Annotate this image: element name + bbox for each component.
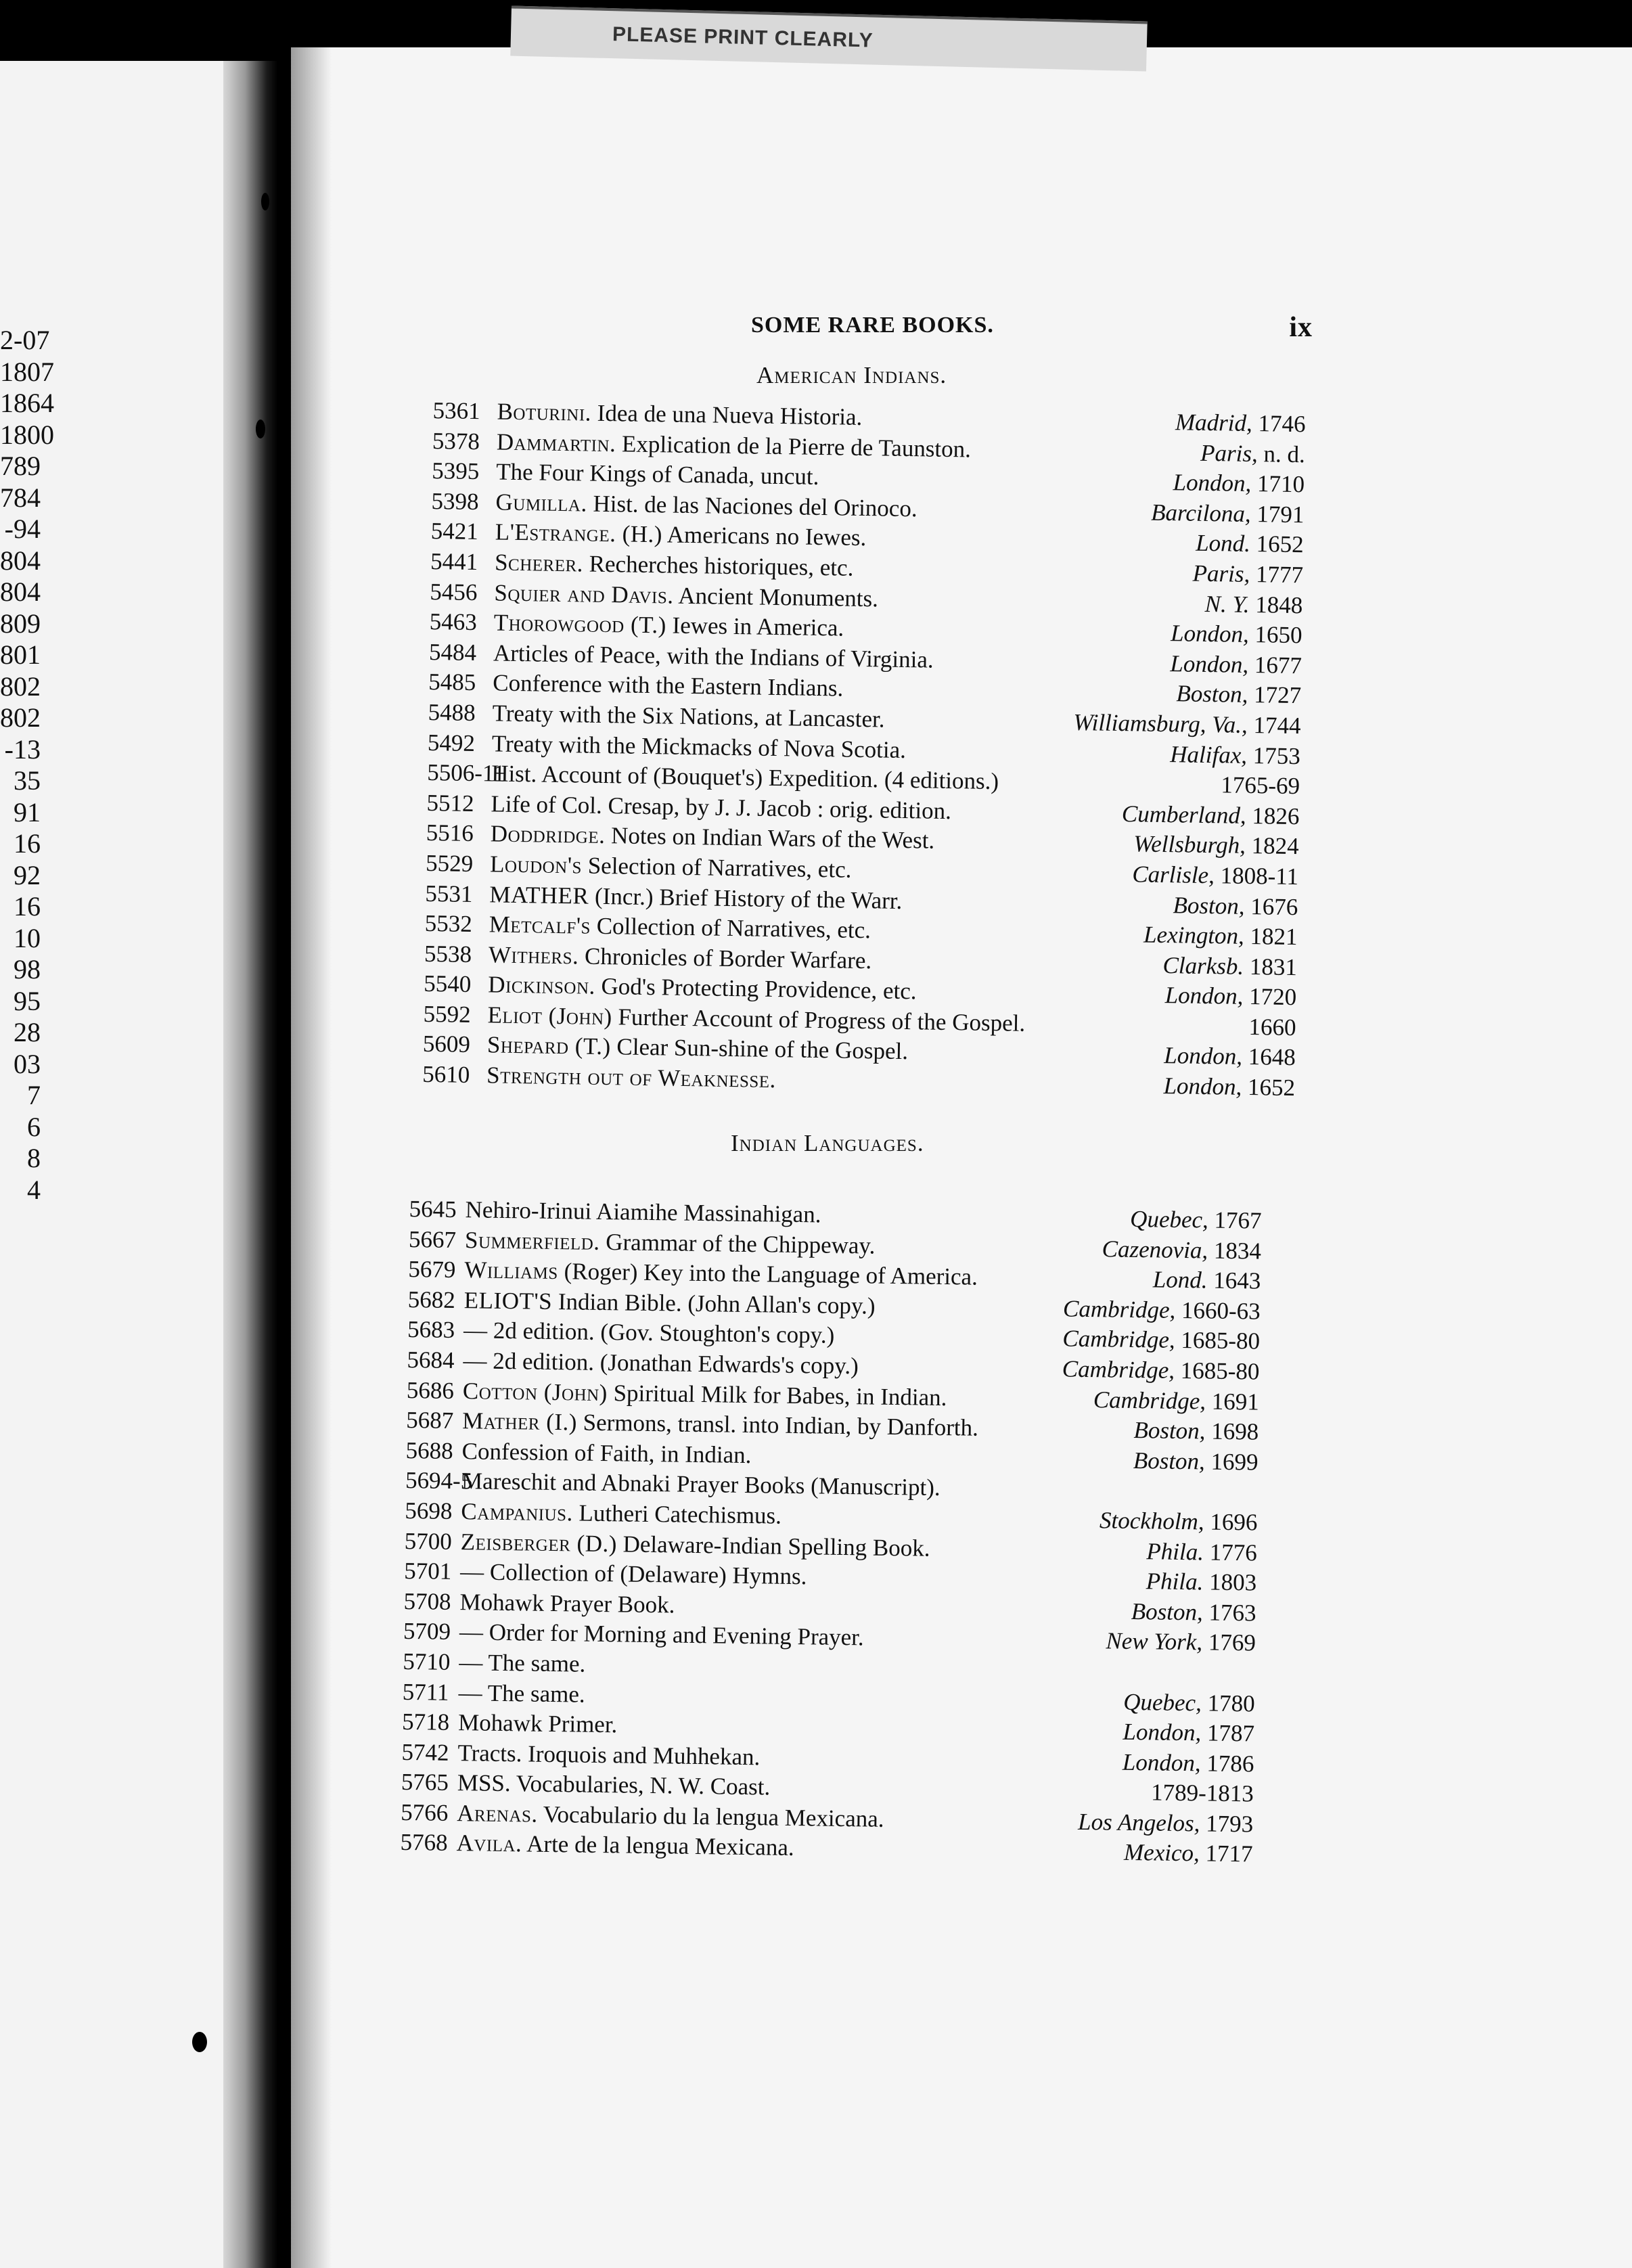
entry-author: Dammartin. bbox=[496, 428, 616, 457]
margin-fragment: 1800 bbox=[0, 419, 54, 450]
imprint-year: 1677 bbox=[1254, 651, 1302, 679]
entry-title bbox=[486, 1060, 776, 1095]
lot-number: 5682 bbox=[407, 1286, 456, 1313]
entry-imprint bbox=[1146, 1566, 1256, 1598]
entry-description: Recherches historiques, etc. bbox=[589, 550, 854, 581]
entry-imprint bbox=[1062, 1324, 1260, 1357]
entry-author: Withers. bbox=[488, 941, 579, 970]
entry-author: Strength out of Weaknesse. bbox=[486, 1062, 777, 1093]
entry-description: Vocabulario du la lengua Mexicana. bbox=[543, 1800, 884, 1832]
entry-imprint bbox=[1073, 708, 1301, 742]
imprint-place: London, bbox=[1170, 620, 1250, 648]
imprint-place: Cazenovia, bbox=[1102, 1235, 1208, 1264]
imprint-place: N. Y. bbox=[1204, 590, 1250, 618]
entry-imprint bbox=[1062, 1354, 1260, 1387]
entry-description: Ancient Monuments. bbox=[678, 582, 879, 612]
margin-fragment: 6 bbox=[27, 1111, 41, 1142]
entry-title bbox=[461, 1436, 751, 1471]
imprint-year: 1698 bbox=[1210, 1418, 1259, 1445]
lot-number: 5701 bbox=[403, 1558, 452, 1585]
imprint-place: London, bbox=[1122, 1748, 1201, 1777]
entry-imprint bbox=[1133, 830, 1299, 862]
entry-title bbox=[456, 1829, 794, 1864]
entry-author: Boturini. bbox=[497, 398, 592, 426]
imprint-year: 1765-69 bbox=[1221, 771, 1300, 800]
lot-number: 5687 bbox=[406, 1407, 454, 1434]
lot-number: 5512 bbox=[426, 789, 474, 817]
entry-imprint bbox=[1124, 1838, 1253, 1869]
imprint-place: Lond. bbox=[1195, 530, 1251, 558]
entry-imprint bbox=[1123, 1687, 1255, 1719]
lot-number: 5698 bbox=[405, 1497, 453, 1524]
entry-author: Campanius. bbox=[461, 1498, 574, 1526]
entry-description: Conference with the Eastern Indians. bbox=[493, 669, 844, 702]
entry-imprint bbox=[1164, 1041, 1296, 1074]
margin-fragment: 98 bbox=[14, 954, 41, 984]
lot-number: 5609 bbox=[422, 1030, 471, 1058]
entry-description: Further Account of Progress of the Gospel. bbox=[618, 1003, 1026, 1037]
entry-author: Thorowgood (T.) bbox=[493, 609, 667, 639]
entry-description: Idea de una Nueva Historia. bbox=[597, 399, 863, 430]
imprint-year: 1685-80 bbox=[1181, 1327, 1261, 1355]
entry-description: — The same. bbox=[459, 1648, 586, 1677]
margin-fragment: 1807 bbox=[0, 356, 54, 387]
entry-imprint bbox=[1102, 1234, 1261, 1267]
margin-fragment: 16 bbox=[14, 891, 41, 922]
section-title-indian-languages: Indian Languages. bbox=[731, 1130, 924, 1156]
entry-author: Shepard (T.) bbox=[486, 1031, 612, 1060]
entry-description: Clear Sun-shine of the Gospel. bbox=[616, 1033, 909, 1065]
margin-fragment: 4 bbox=[27, 1174, 41, 1205]
entry-imprint bbox=[1123, 1747, 1254, 1779]
imprint-year: 1685-80 bbox=[1180, 1357, 1260, 1385]
lot-number: 5378 bbox=[432, 427, 480, 455]
imprint-year: 1717 bbox=[1205, 1840, 1253, 1867]
entry-author: Loudon's bbox=[489, 850, 583, 879]
lot-number: 5532 bbox=[424, 910, 473, 938]
entry-title bbox=[463, 1316, 835, 1351]
entry-description: — The same. bbox=[458, 1679, 585, 1708]
entry-author: MATHER bbox=[489, 880, 589, 909]
entry-imprint bbox=[1151, 1778, 1254, 1810]
imprint-year: 1786 bbox=[1206, 1750, 1254, 1777]
margin-fragment: 91 bbox=[14, 796, 41, 827]
entry-description: Notes on Indian Wars of the West. bbox=[610, 822, 935, 855]
entry-description: Explication de la Pierre de Taunston. bbox=[621, 430, 972, 463]
entry-description: — 2d edition. (Jonathan Edwards's copy.) bbox=[463, 1347, 859, 1380]
imprint-place: Phila. bbox=[1146, 1537, 1204, 1565]
imprint-year: 1808-11 bbox=[1220, 862, 1299, 890]
entry-imprint bbox=[1143, 920, 1298, 953]
entry-description: MSS. Vocabularies, N. W. Coast. bbox=[457, 1769, 771, 1800]
entry-description: Mohawk Primer. bbox=[457, 1709, 618, 1738]
imprint-year: 1652 bbox=[1256, 530, 1305, 558]
entry-description: Arte de la lengua Mexicana. bbox=[526, 1830, 794, 1861]
imprint-year: 1727 bbox=[1253, 681, 1302, 709]
entry-imprint bbox=[1176, 679, 1301, 711]
imprint-year: 1648 bbox=[1248, 1043, 1296, 1071]
left-page-edge bbox=[223, 61, 277, 2268]
margin-fragment: 789 bbox=[0, 451, 41, 481]
entry-title bbox=[458, 1708, 618, 1740]
page-number: ix bbox=[1289, 312, 1313, 343]
margin-fragment: 03 bbox=[14, 1048, 41, 1079]
entry-author: Scherer. bbox=[494, 549, 584, 577]
entry-imprint bbox=[1100, 1505, 1258, 1538]
entry-imprint bbox=[1132, 859, 1298, 892]
imprint-year: 1660-63 bbox=[1181, 1296, 1261, 1325]
entry-imprint bbox=[1130, 1204, 1262, 1236]
lot-number: 5529 bbox=[425, 849, 474, 877]
imprint-place: Boston, bbox=[1133, 1447, 1206, 1475]
entry-imprint bbox=[1171, 618, 1302, 651]
indian-languages-list bbox=[400, 1194, 1262, 1870]
imprint-year: 1791 bbox=[1256, 500, 1305, 528]
entry-description: Delaware-Indian Spelling Book. bbox=[622, 1530, 930, 1562]
imprint-year: 1650 bbox=[1254, 621, 1302, 649]
section-title-american-indians: American Indians. bbox=[756, 362, 947, 388]
lot-number: 5708 bbox=[403, 1587, 451, 1615]
entry-description: Mareschit and Abnaki Prayer Books (Manuscript). bbox=[461, 1468, 940, 1501]
entry-imprint bbox=[1192, 559, 1303, 591]
imprint-place: New York, bbox=[1106, 1627, 1203, 1656]
margin-fragment: 784 bbox=[0, 482, 41, 513]
imprint-year: 1831 bbox=[1249, 953, 1298, 980]
entry-imprint bbox=[1200, 438, 1305, 470]
margin-fragment: 35 bbox=[14, 765, 41, 796]
margin-fragment: 804 bbox=[0, 576, 41, 607]
lot-number: 5540 bbox=[424, 970, 472, 998]
entry-author: Avila. bbox=[456, 1830, 522, 1857]
lot-number: 5538 bbox=[424, 940, 472, 968]
imprint-year: 1777 bbox=[1255, 561, 1304, 589]
imprint-year: 1746 bbox=[1258, 410, 1306, 438]
entry-imprint bbox=[1131, 1597, 1256, 1629]
lot-number: 5421 bbox=[430, 518, 479, 545]
lot-number: 5610 bbox=[422, 1060, 470, 1089]
entry-description: Hist. de las Naciones del Orinoco. bbox=[593, 490, 917, 522]
imprint-year: 1834 bbox=[1213, 1237, 1262, 1265]
imprint-place: Clarksb. bbox=[1162, 951, 1244, 980]
imprint-year: 1789-1813 bbox=[1150, 1779, 1254, 1807]
page-header bbox=[751, 313, 1313, 353]
imprint-place: Cumberland, bbox=[1121, 800, 1246, 829]
entry-imprint bbox=[1151, 497, 1305, 530]
margin-fragment: 801 bbox=[0, 639, 41, 670]
imprint-place: Williamsburg, Va., bbox=[1073, 708, 1248, 738]
entry-description: Mohawk Prayer Book. bbox=[459, 1588, 675, 1618]
binding-hole-bottom bbox=[192, 2032, 207, 2052]
imprint-year: 1753 bbox=[1252, 742, 1301, 769]
lot-number: 5441 bbox=[430, 547, 478, 576]
lot-number: 5679 bbox=[408, 1256, 456, 1284]
imprint-year: 1826 bbox=[1252, 802, 1300, 830]
margin-fragment: -94 bbox=[4, 514, 41, 544]
entry-title bbox=[457, 1768, 771, 1802]
entry-description: The Four Kings of Canada, uncut. bbox=[495, 458, 819, 491]
margin-fragment: 802 bbox=[0, 702, 41, 733]
lot-number: 5485 bbox=[428, 668, 476, 696]
imprint-place: Cambridge, bbox=[1062, 1295, 1176, 1323]
imprint-year: 1763 bbox=[1208, 1599, 1256, 1627]
entry-title bbox=[459, 1587, 675, 1620]
margin-fragment: 8 bbox=[27, 1143, 41, 1173]
american-indians-list bbox=[422, 396, 1306, 1104]
imprint-year: 1744 bbox=[1253, 712, 1301, 740]
imprint-place: Stockholm, bbox=[1099, 1507, 1204, 1535]
lot-number: 5688 bbox=[405, 1436, 453, 1464]
entry-imprint bbox=[1162, 951, 1297, 983]
entry-description: Indian Bible. (John Allan's copy.) bbox=[558, 1288, 876, 1319]
entry-imprint bbox=[1221, 770, 1300, 801]
entry-author: Cotton (John) bbox=[462, 1377, 608, 1406]
imprint-place: Mexico, bbox=[1123, 1839, 1200, 1867]
lot-number: 5492 bbox=[427, 729, 476, 756]
entry-description: Lutheri Catechismus. bbox=[579, 1499, 782, 1529]
lot-number: 5456 bbox=[430, 578, 478, 606]
entry-description: Spiritual Milk for Babes, in Indian. bbox=[613, 1379, 947, 1411]
imprint-year: 1776 bbox=[1209, 1539, 1258, 1566]
lot-number: 5686 bbox=[406, 1376, 455, 1404]
imprint-year: n. d. bbox=[1263, 440, 1306, 468]
imprint-place: London, bbox=[1164, 1042, 1243, 1070]
entry-description: — Collection of (Delaware) Hymns. bbox=[459, 1558, 807, 1590]
imprint-year: 1652 bbox=[1247, 1074, 1296, 1102]
entry-imprint bbox=[1122, 799, 1300, 832]
imprint-place: Phila. bbox=[1146, 1568, 1204, 1595]
imprint-year: 1720 bbox=[1248, 983, 1297, 1011]
lot-number: 5506-11 bbox=[426, 759, 505, 787]
entry-description: Chronicles of Border Warfare. bbox=[584, 943, 872, 974]
entry-description: Confession of Faith, in Indian. bbox=[461, 1437, 752, 1468]
imprint-place: Los Angelos, bbox=[1077, 1808, 1200, 1837]
margin-fragment: 16 bbox=[14, 828, 41, 859]
imprint-place: Lond. bbox=[1152, 1266, 1208, 1294]
imprint-place: Boston, bbox=[1173, 891, 1245, 920]
entry-title bbox=[496, 457, 819, 493]
gutter-shadow bbox=[291, 47, 332, 2268]
imprint-place: London, bbox=[1170, 650, 1249, 678]
binding-hole-top bbox=[261, 193, 269, 210]
entry-author: Eliot (John) bbox=[487, 1001, 613, 1030]
entry-imprint bbox=[1133, 1446, 1259, 1478]
entry-author: Metcalf's bbox=[489, 911, 591, 939]
imprint-place: Cambridge, bbox=[1093, 1386, 1206, 1415]
lot-number: 5531 bbox=[425, 880, 473, 907]
imprint-place: London, bbox=[1123, 1718, 1202, 1746]
margin-fragment: 809 bbox=[0, 608, 41, 639]
left-margin-fragments bbox=[0, 325, 54, 1206]
lot-number: 5766 bbox=[400, 1798, 449, 1826]
entry-author: Arenas. bbox=[456, 1799, 538, 1828]
margin-fragment: 10 bbox=[14, 922, 41, 953]
imprint-place: Carlisle, bbox=[1132, 861, 1215, 889]
imprint-year: 1643 bbox=[1213, 1267, 1261, 1294]
entry-author: Williams bbox=[464, 1256, 559, 1285]
imprint-year: 1780 bbox=[1207, 1689, 1255, 1717]
entry-author: Doddridge. bbox=[490, 820, 606, 849]
entry-author: Dickinson. bbox=[488, 971, 596, 1000]
lot-number: 5463 bbox=[429, 608, 478, 636]
entry-author: Zeisberger (D.) bbox=[460, 1528, 618, 1557]
entry-description: Hist. Account of (Bouquet's) Expedition. (4 editions.) bbox=[491, 760, 999, 795]
entry-title bbox=[460, 1557, 807, 1592]
imprint-place: London, bbox=[1173, 469, 1252, 497]
entry-author: ELIOT'S bbox=[463, 1286, 553, 1315]
entry-description: Tracts. Iroquois and Muhhekan. bbox=[457, 1739, 761, 1771]
imprint-place: Barcilona, bbox=[1150, 499, 1251, 527]
entry-description: — Order for Morning and Evening Prayer. bbox=[459, 1618, 864, 1651]
main-page bbox=[291, 47, 1632, 2268]
entry-imprint bbox=[1093, 1385, 1260, 1418]
margin-fragment: 7 bbox=[27, 1080, 41, 1110]
entry-author: Squier and Davis. bbox=[494, 579, 674, 609]
imprint-place: London, bbox=[1163, 1072, 1242, 1100]
entry-title bbox=[465, 1195, 821, 1230]
lot-number: 5398 bbox=[431, 487, 479, 515]
imprint-year: 1787 bbox=[1206, 1719, 1255, 1747]
lot-number: 5361 bbox=[432, 396, 480, 425]
imprint-place: Halifax, bbox=[1170, 740, 1248, 769]
imprint-place: Cambridge, bbox=[1062, 1355, 1175, 1384]
entry-imprint bbox=[1170, 649, 1302, 681]
imprint-year: 1696 bbox=[1210, 1508, 1258, 1536]
imprint-year: 1699 bbox=[1210, 1448, 1259, 1476]
entry-description: Collection of Narratives, etc. bbox=[596, 912, 871, 944]
imprint-place: Wellsburgh, bbox=[1133, 830, 1246, 859]
lot-number: 5516 bbox=[426, 819, 474, 847]
margin-fragment: 2-07 bbox=[0, 325, 50, 355]
entry-imprint bbox=[1078, 1807, 1254, 1840]
imprint-year: 1821 bbox=[1250, 923, 1298, 951]
margin-fragment: 95 bbox=[14, 985, 41, 1016]
lot-number: 5683 bbox=[407, 1316, 455, 1344]
entry-imprint bbox=[1204, 589, 1302, 621]
imprint-year: 1769 bbox=[1208, 1629, 1256, 1656]
entry-author: Gumilla. bbox=[495, 489, 588, 517]
margin-fragment: 28 bbox=[14, 1017, 41, 1047]
entry-description: Americans no Iewes. bbox=[666, 521, 867, 551]
imprint-place: Madrid, bbox=[1175, 409, 1253, 437]
entry-description: — 2d edition. (Gov. Stoughton's copy.) bbox=[463, 1317, 835, 1349]
imprint-place: Lexington, bbox=[1143, 921, 1245, 950]
imprint-place: Boston, bbox=[1131, 1597, 1204, 1626]
imprint-year: 1767 bbox=[1214, 1206, 1262, 1234]
entry-description: Iewes in America. bbox=[672, 612, 844, 641]
lot-number: 5718 bbox=[401, 1708, 450, 1736]
imprint-year: 1803 bbox=[1208, 1568, 1257, 1596]
entry-description: Grammar of the Chippeway. bbox=[606, 1228, 876, 1259]
entry-imprint bbox=[1164, 980, 1296, 1013]
entry-imprint bbox=[1196, 528, 1304, 560]
binding-hole-middle bbox=[256, 419, 265, 438]
lot-number: 5711 bbox=[402, 1678, 449, 1706]
imprint-place: Paris, bbox=[1192, 560, 1250, 587]
lot-number: 5742 bbox=[401, 1738, 449, 1766]
entry-description: (Roger) Key into the Language of America. bbox=[564, 1258, 978, 1290]
entry-imprint bbox=[1163, 1071, 1295, 1104]
imprint-place: London, bbox=[1164, 982, 1244, 1010]
lot-number: 5645 bbox=[409, 1195, 457, 1223]
entry-title bbox=[493, 608, 844, 644]
entry-title bbox=[461, 1497, 781, 1531]
entry-title bbox=[458, 1678, 585, 1710]
margin-fragment: 804 bbox=[0, 545, 41, 576]
entry-imprint bbox=[1133, 1415, 1259, 1447]
imprint-place: Paris, bbox=[1200, 439, 1259, 467]
entry-imprint bbox=[1173, 468, 1305, 500]
imprint-place: Quebec, bbox=[1129, 1205, 1209, 1233]
lot-number: 5768 bbox=[400, 1829, 448, 1857]
imprint-year: 1824 bbox=[1251, 832, 1300, 860]
margin-fragment: 92 bbox=[14, 859, 41, 890]
call-slip-label: PLEASE PRINT CLEARLY bbox=[612, 23, 874, 52]
entry-imprint bbox=[1123, 1717, 1254, 1749]
imprint-place: Boston, bbox=[1133, 1417, 1206, 1445]
lot-number: 5700 bbox=[404, 1527, 453, 1555]
entry-imprint bbox=[1170, 740, 1300, 772]
imprint-year: 1676 bbox=[1250, 892, 1298, 920]
entry-title bbox=[459, 1648, 586, 1679]
lot-number: 5684 bbox=[407, 1346, 455, 1374]
entry-description: Treaty with the Six Nations, at Lancaster. bbox=[492, 700, 885, 733]
lot-number: 5488 bbox=[428, 698, 476, 726]
imprint-year: 1691 bbox=[1211, 1388, 1260, 1415]
entry-description: Life of Col. Cresap, by J. J. Jacob : orig. edition. bbox=[491, 790, 952, 824]
margin-fragment: 1864 bbox=[0, 388, 54, 418]
lot-number: 5592 bbox=[423, 1000, 471, 1028]
lot-number: 5484 bbox=[428, 638, 477, 666]
imprint-year: 1793 bbox=[1205, 1810, 1254, 1838]
imprint-year: 1848 bbox=[1255, 591, 1303, 618]
imprint-place: Cambridge, bbox=[1062, 1325, 1175, 1354]
lot-number: 5765 bbox=[401, 1769, 449, 1796]
imprint-place: Quebec, bbox=[1123, 1688, 1202, 1716]
entry-imprint bbox=[1106, 1627, 1256, 1659]
entry-description: Selection of Narratives, etc. bbox=[587, 852, 852, 883]
entry-author: Mather (I.) bbox=[462, 1407, 578, 1436]
lot-number: 5395 bbox=[431, 457, 480, 485]
lot-number: 5710 bbox=[403, 1648, 451, 1675]
entry-imprint bbox=[1146, 1537, 1257, 1568]
lot-number: 5667 bbox=[408, 1225, 457, 1253]
entry-author: Summerfield. bbox=[464, 1226, 600, 1255]
entry-description: God's Protecting Providence, etc. bbox=[601, 973, 917, 1005]
entry-description: Articles of Peace, with the Indians of Virginia. bbox=[493, 639, 934, 673]
imprint-year: 1660 bbox=[1248, 1013, 1296, 1041]
running-head: SOME RARE BOOKS. bbox=[751, 313, 994, 338]
imprint-year: 1710 bbox=[1256, 470, 1305, 498]
imprint-place: Boston, bbox=[1176, 680, 1248, 708]
entry-description: Treaty with the Mickmacks of Nova Scotia. bbox=[491, 729, 907, 763]
entry-title bbox=[457, 1738, 760, 1773]
entry-imprint bbox=[1153, 1265, 1261, 1297]
margin-fragment: -13 bbox=[4, 733, 41, 765]
entry-title bbox=[493, 668, 844, 704]
entry-description: Sermons, transl. into Indian, by Danforth. bbox=[583, 1409, 979, 1441]
entry-imprint bbox=[1173, 890, 1298, 922]
entry-imprint bbox=[1248, 1012, 1296, 1043]
lot-number: 5694-5 bbox=[405, 1467, 473, 1495]
margin-fragment: 802 bbox=[0, 671, 41, 702]
entry-imprint bbox=[1175, 407, 1306, 440]
lot-number: 5709 bbox=[403, 1618, 451, 1646]
entry-description: Nehiro-Irinui Aiamihe Massinahigan. bbox=[465, 1196, 821, 1228]
entry-author: L'Estrange. (H.) bbox=[495, 518, 663, 548]
entry-imprint bbox=[1063, 1294, 1261, 1327]
entry-description: (Incr.) Brief History of the Warr. bbox=[594, 882, 903, 914]
